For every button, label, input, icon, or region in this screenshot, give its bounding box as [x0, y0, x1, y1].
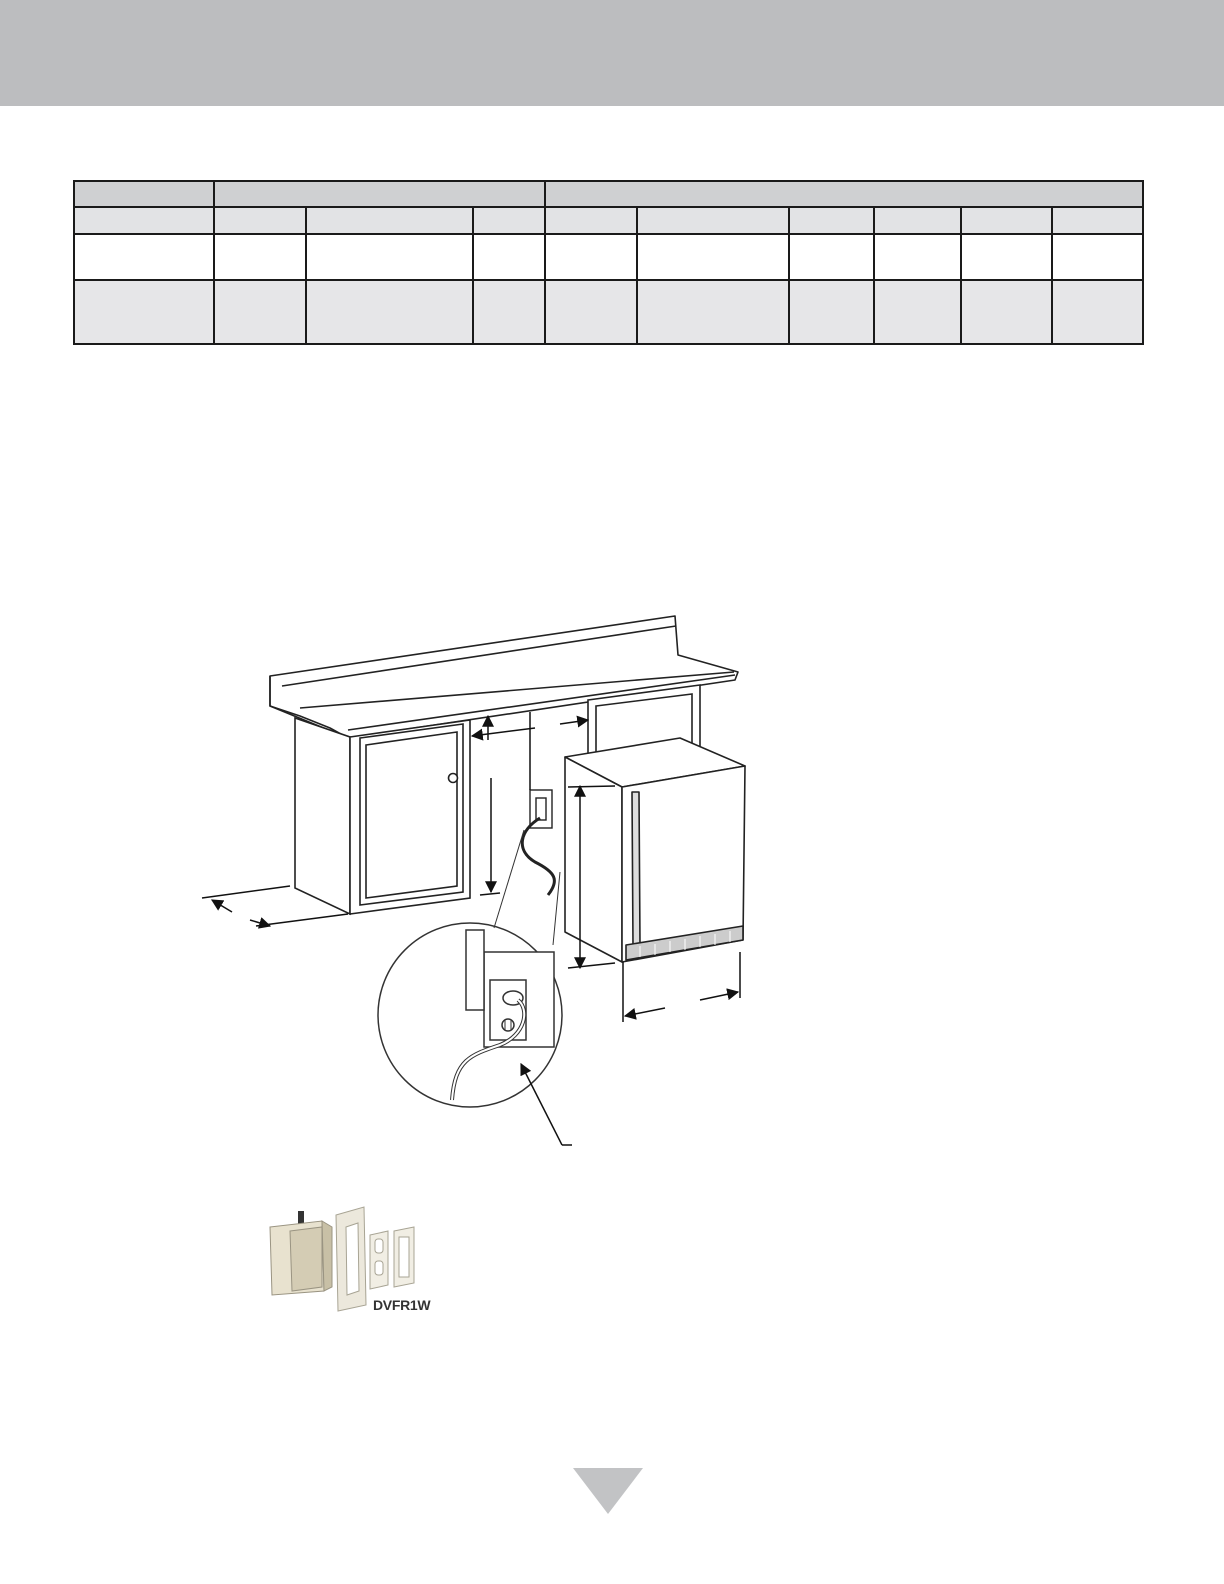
- table-cell: [961, 280, 1052, 344]
- table-header-cell: [306, 207, 473, 234]
- table-header-cell: [214, 181, 545, 207]
- table-header-cell: [874, 207, 961, 234]
- table-cell: [789, 280, 874, 344]
- power-cord-icon: [522, 818, 554, 895]
- table-group-header-row: [74, 181, 1143, 207]
- table-header-cell: [214, 207, 306, 234]
- table-cell: [74, 234, 214, 280]
- table-cell: [545, 234, 637, 280]
- spec-table: [73, 180, 1144, 345]
- table-header-cell: [1052, 207, 1143, 234]
- table-cell: [789, 234, 874, 280]
- table-cell: [874, 280, 961, 344]
- table-cell: [473, 280, 545, 344]
- table-cell: [214, 234, 306, 280]
- accessory-model-label: DVFR1W: [373, 1297, 431, 1313]
- table-header-cell: [74, 181, 214, 207]
- table-cell: [637, 280, 789, 344]
- table-header-cell: [545, 181, 1143, 207]
- table-sub-header-row: [74, 207, 1143, 234]
- table-header-cell: [545, 207, 637, 234]
- trim-frame-icon: [336, 1207, 366, 1311]
- table-cell: [473, 234, 545, 280]
- table-cell: [74, 280, 214, 344]
- table-cell: [545, 280, 637, 344]
- wall-plate-icon: [370, 1227, 414, 1289]
- cabinet-icon: [295, 718, 470, 914]
- table-header-cell: [637, 207, 789, 234]
- table-row: [74, 280, 1143, 344]
- table-cell: [214, 280, 306, 344]
- table-cell: [637, 234, 789, 280]
- header-bar: [0, 0, 1224, 106]
- outlet-box-icon: [270, 1211, 332, 1295]
- table-cell: [961, 234, 1052, 280]
- table-cell: [306, 280, 473, 344]
- table-header-cell: [789, 207, 874, 234]
- table-cell: [1052, 280, 1143, 344]
- table-header-cell: [74, 207, 214, 234]
- table-header-cell: [473, 207, 545, 234]
- triangle-down-icon[interactable]: [573, 1468, 643, 1516]
- table-cell: [306, 234, 473, 280]
- refrigerator-icon: [565, 738, 745, 962]
- table-cell: [874, 234, 961, 280]
- table-header-cell: [961, 207, 1052, 234]
- table-cell: [1052, 234, 1143, 280]
- installation-diagram: [190, 600, 770, 1160]
- table-row: [74, 234, 1143, 280]
